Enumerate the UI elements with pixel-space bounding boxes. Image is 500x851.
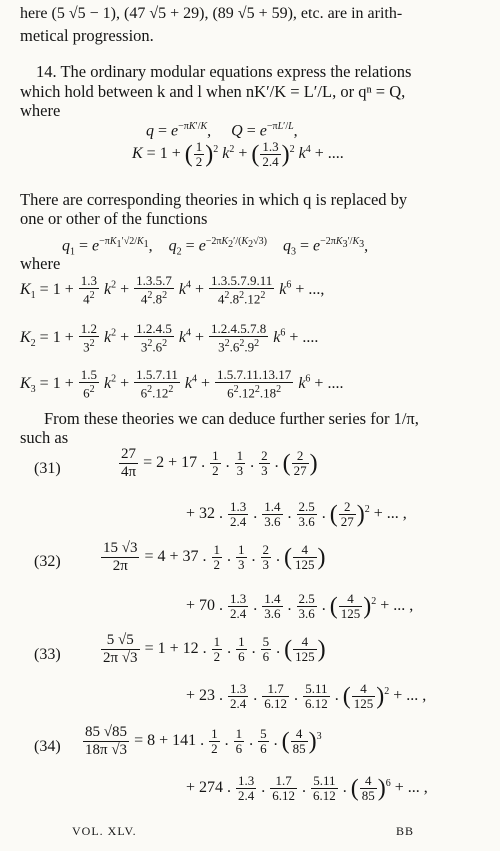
equation-K3: $K_3 = 1$ + $\frac{1.5}{6^2}$ $k^2$ + $\frac{1.5.7.11}{6^2.12^2}$ $k^4$ + $\frac{1.5.7.11.13.17}{6^2.12^2.18^2}$ $k^6$ + ....: [20, 367, 344, 401]
equation-K2: $K_2 = 1$ + $\frac{1.2}{3^2}$ $k^2$ + $\frac{1.2.4.5}{3^2.6^2}$ $k^4$ + $\frac{1.2.4.5.7.8}{3^2.6^2.9^2}$ $k^6$ + ....: [20, 321, 319, 355]
equation-31-line-1: $\frac{27}{4\pi}$ = 2 + 17 . $\frac{1}{2}$ . $\frac{1}{3}$ . $\frac{2}{3}$ . ( $\frac{2}{27}$ ): [121, 446, 318, 480]
corresponding-line-2: one or other of the functions: [20, 209, 208, 228]
text-line-2: metical progression.: [20, 26, 154, 45]
equation-K-series: K = 1 + ( $\frac{1}{2}$ )$^2$ $k^2$ + ( $\frac{1.3}{2.4}$ )$^2$ $k^4$ + ....: [132, 139, 344, 169]
from-line-1: From these theories we can deduce further series for 1/π,: [44, 409, 419, 428]
where-2: where: [20, 254, 61, 273]
section-14-line-2: which hold between k and l when nK′/K = L′/L, or qⁿ = Q,: [20, 82, 406, 101]
equation-34-line-2: + 274 . $\frac{1.3}{2.4}$ . $\frac{1.7}{6.12}$ . $\frac{5.11}{6.12}$ . ( $\frac{4}{85}$ )$^6$ + ... ,: [186, 773, 428, 803]
section-14-line-1: 14. The ordinary modular equations express the relations: [36, 62, 412, 81]
corresponding-line-1: There are corresponding theories in which q is replaced by: [20, 190, 408, 209]
equation-number-34: (34): [34, 738, 61, 755]
equation-32-line-2: + 70 . $\frac{1.3}{2.4}$ . $\frac{1.4}{3.6}$ . $\frac{2.5}{3.6}$ . ( $\frac{4}{125}$ )$^2$ + ... ,: [186, 591, 414, 621]
equation-number-33: (33): [34, 646, 61, 663]
text-line-1: here (5 √5 − 1), (47 √5 + 29), (89 √5 + 59), etc. are in arith-: [20, 5, 403, 22]
equation-number-32: (32): [34, 553, 61, 570]
footer-signature: BB: [396, 824, 415, 838]
equation-q123: $q_1 = e^{-\pi K_1'√2/K_1}$, $q_2 = e^{-2\pi K_2'/(K_2√3)}$ $q_3 = e^{-2\pi K_3'/K_3}$,: [62, 236, 369, 258]
equation-32-line-1: $\frac{15 √3}{2\pi}$ = 4 + 37 . $\frac{1}{2}$ . $\frac{1}{3}$ . $\frac{2}{3}$ . ( $\frac{4}{125}$ ): [103, 540, 326, 574]
equation-31-line-2: + 32 . $\frac{1.3}{2.4}$ . $\frac{1.4}{3.6}$ . $\frac{2.5}{3.6}$ . ( $\frac{2}{27}$ )$^2$ + ... ,: [186, 499, 407, 529]
equation-K1: $K_1 = 1$ + $\frac{1.3}{4^2}$ $k^2$ + $\frac{1.3.5.7}{4^2.8^2}$ $k^4$ + $\frac{1.3.5.7.9.11}{4^2.8^2.12^2}$ $k^6$ + ...,: [20, 273, 325, 307]
equation-33-line-2: + 23 . $\frac{1.3}{2.4}$ . $\frac{1.7}{6.12}$ . $\frac{5.11}{6.12}$ . ( $\frac{4}{125}$ )$^2$ + ... ,: [186, 681, 427, 711]
equation-34-line-1: $\frac{85 √85}{18\pi √3}$ = 8 + 141 . $\frac{1}{2}$ . $\frac{1}{6}$ . $\frac{5}{6}$ . ( $\frac{4}{85}$ )$^3$: [85, 724, 322, 758]
equation-number-31: (31): [34, 460, 61, 477]
footer-volume: VOL. XLV.: [72, 824, 137, 838]
section-14-line-3: where: [20, 101, 61, 120]
equation-33-line-1: $\frac{5 √5}{2\pi √3}$ = 1 + 12 . $\frac{1}{2}$ . $\frac{1}{6}$ . $\frac{5}{6}$ . ( $\frac{4}{125}$ ): [103, 632, 326, 666]
from-line-2: such as: [20, 428, 69, 447]
equation-q-Q: $q = e^{-\pi K'/K}$, $Q = e^{-\pi L'/L}$,: [146, 121, 298, 140]
